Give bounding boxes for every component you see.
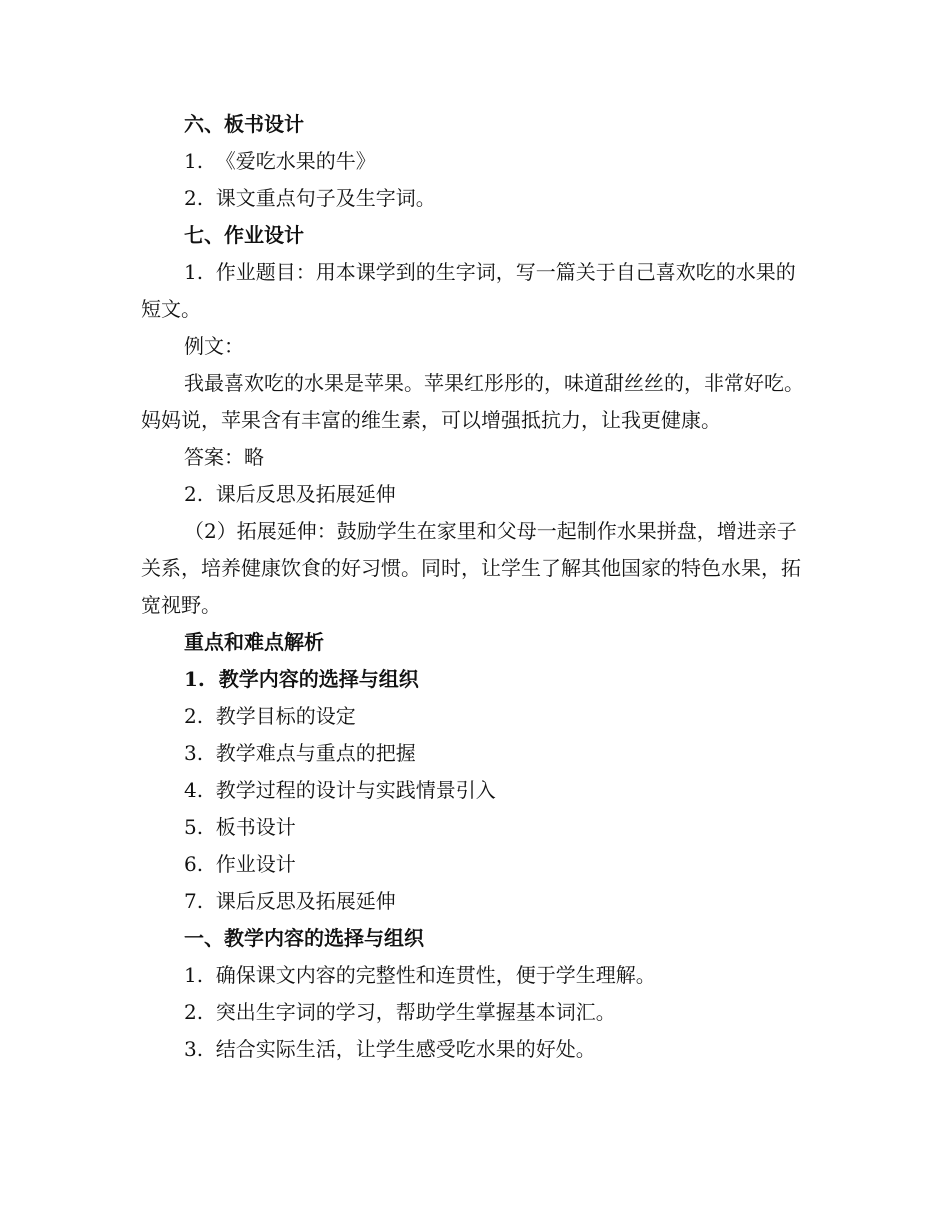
list-item: 7. 课后反思及拓展延伸 bbox=[184, 889, 396, 913]
list-item: 1. 教学内容的选择与组织 bbox=[184, 667, 419, 691]
heading-homework-design: 七、作业设计 bbox=[184, 223, 304, 247]
list-item: 2. 课文重点句子及生字词。 bbox=[184, 186, 436, 210]
extension-paragraph: （2）拓展延伸：鼓励学生在家里和父母一起制作水果拼盘，增进亲子关系，培养健康饮食的好习惯。同时，让学生了解其他国家的特色水果，拓宽视野。 bbox=[141, 519, 801, 617]
list-item: 2. 教学目标的设定 bbox=[184, 704, 356, 728]
list-item: 4. 教学过程的设计与实践情景引入 bbox=[184, 778, 496, 802]
document-body bbox=[141, 106, 807, 1068]
example-label: 例文： bbox=[184, 334, 244, 358]
heading-blackboard-design: 六、板书设计 bbox=[184, 112, 304, 136]
list-item: 5. 板书设计 bbox=[184, 815, 296, 839]
list-item: 2. 课后反思及拓展延伸 bbox=[184, 482, 396, 506]
homework-task-paragraph: 1. 作业题目：用本课学到的生字词，写一篇关于自己喜欢吃的水果的短文。 bbox=[141, 260, 796, 321]
list-item: 1. 《爱吃水果的牛》 bbox=[184, 149, 376, 173]
example-essay-paragraph: 我最喜欢吃的水果是苹果。苹果红彤彤的，味道甜丝丝的，非常好吃。妈妈说，苹果含有丰富的维生素，可以增强抵抗力，让我更健康。 bbox=[141, 371, 804, 432]
list-item: 3. 结合实际生活，让学生感受吃水果的好处。 bbox=[184, 1037, 596, 1061]
heading-key-points: 重点和难点解析 bbox=[184, 630, 324, 654]
list-item: 1. 确保课文内容的完整性和连贯性，便于学生理解。 bbox=[184, 963, 656, 987]
list-item: 3. 教学难点与重点的把握 bbox=[184, 741, 416, 765]
answer-label: 答案：略 bbox=[184, 445, 264, 469]
heading-content-selection: 一、教学内容的选择与组织 bbox=[184, 926, 424, 950]
list-item: 2. 突出生字词的学习，帮助学生掌握基本词汇。 bbox=[184, 1000, 616, 1024]
list-item: 6. 作业设计 bbox=[184, 852, 296, 876]
